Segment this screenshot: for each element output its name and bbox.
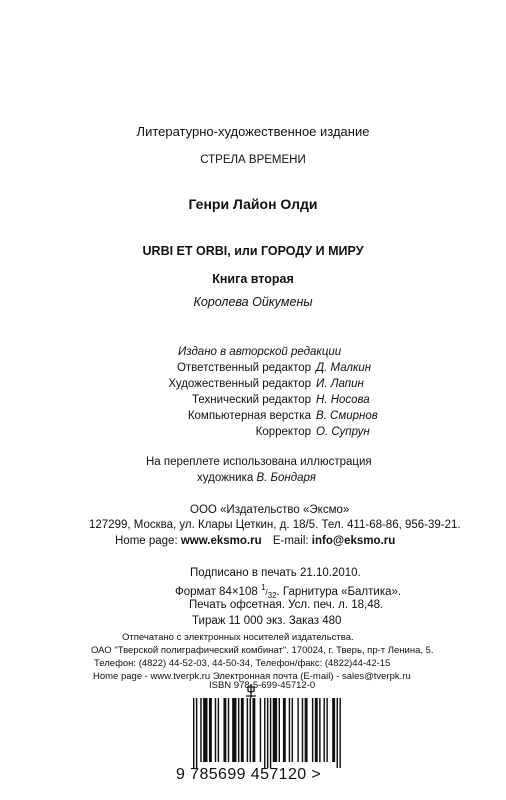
illustration-line1: На переплете использована иллюстрация bbox=[146, 456, 372, 468]
printer-line1: Отпечатано с электронных носителей издательства. bbox=[122, 632, 354, 643]
author-name: Генри Лайон Олди bbox=[188, 196, 318, 212]
barcode-bar bbox=[324, 698, 325, 762]
edition-type: Литературно-художественное издание bbox=[136, 124, 370, 139]
barcode-bar bbox=[215, 698, 216, 762]
book-subtitle: Королева Ойкумены bbox=[193, 295, 313, 309]
barcode-bar bbox=[223, 698, 226, 762]
barcode-bar bbox=[279, 698, 280, 762]
barcode-bar bbox=[289, 698, 290, 762]
barcode-bar bbox=[193, 698, 194, 768]
barcode-bar bbox=[238, 698, 239, 762]
barcode-bar bbox=[209, 698, 212, 762]
printer-line3: Телефон: (4822) 44-52-03, 44-50-34, Телефон/факс: (4822)44-42-15 bbox=[94, 658, 391, 669]
book-title: URBI ET ORBI, или ГОРОДУ И МИРУ bbox=[142, 244, 364, 258]
book-number: Книга вторая bbox=[212, 272, 294, 286]
barcode-bar bbox=[264, 698, 265, 768]
publisher-address: 127299, Москва, ул. Клары Цеткин, д. 18/5. Тел. 411-68-86, 956-39-21. bbox=[89, 519, 461, 531]
publisher-contacts: Home page: www.eksmo.ru E-mail: info@eksmo.ru bbox=[115, 535, 396, 547]
barcode-bar bbox=[228, 698, 229, 762]
barcode-bar bbox=[252, 698, 255, 762]
publisher-name: ООО «Издательство «Эксмо» bbox=[190, 504, 350, 516]
barcode-bar bbox=[337, 698, 338, 768]
barcode-bar bbox=[247, 698, 248, 762]
barcode-bar bbox=[267, 698, 268, 768]
print-signed: Подписано в печать 21.10.2010. bbox=[190, 567, 361, 579]
credit-row: Корректор О. Супрун bbox=[255, 426, 370, 438]
barcode-bar bbox=[319, 698, 320, 762]
isbn-label: ISBN 978-5-699-45712-0 bbox=[209, 680, 316, 691]
illustration-line2: художника В. Бондаря bbox=[197, 472, 316, 484]
barcode-bar bbox=[297, 698, 298, 762]
barcode-bar bbox=[326, 698, 327, 762]
barcode-bar bbox=[200, 698, 201, 762]
barcode-bar bbox=[260, 698, 261, 762]
barcode-bar bbox=[250, 698, 251, 762]
barcode-bar bbox=[339, 698, 340, 768]
barcode-bar bbox=[292, 698, 293, 762]
series-name: СТРЕЛА ВРЕМЕНИ bbox=[200, 154, 306, 166]
barcode-bar bbox=[273, 698, 277, 762]
barcode-bar bbox=[332, 698, 335, 762]
barcode-bar bbox=[196, 698, 197, 768]
print-format: Формат 84×108 $^1/_{32}$. Гарнитура «Балтика». bbox=[175, 583, 402, 601]
barcode-bar bbox=[241, 698, 244, 762]
editorial-note: Издано в авторской редакции bbox=[178, 346, 342, 358]
credit-row: Компьютерная верстка В. Смирнов bbox=[187, 410, 378, 422]
barcode-bar bbox=[302, 698, 303, 762]
barcode-bar bbox=[232, 698, 236, 762]
print-run: Тираж 11 000 экз. Заказ 480 bbox=[192, 615, 342, 627]
barcode-bar bbox=[218, 698, 219, 762]
barcode-digits: 9 785699 457120 > bbox=[176, 766, 322, 783]
credit-row: Ответственный редактор Д. Малкин bbox=[176, 362, 372, 374]
barcode-bar bbox=[305, 698, 308, 762]
publisher-email-link[interactable]: info@eksmo.ru bbox=[311, 535, 396, 547]
printer-line2: ОАО "Тверской полиграфический комбинат". 170024, г. Тверь, пр-т Ленина, 5. bbox=[91, 645, 434, 656]
barcode-bar bbox=[315, 698, 318, 762]
credit-row: Художественный редактор И. Лапин bbox=[168, 378, 364, 390]
barcode-bar bbox=[312, 698, 313, 762]
credit-row: Технический редактор Н. Носова bbox=[192, 394, 370, 406]
printer-line4: Home page - www.tverpk.ru Электронная почта (E-mail) - sales@tverpk.ru bbox=[93, 671, 411, 682]
print-method: Печать офсетная. Усл. печ. л. 18,48. bbox=[189, 599, 384, 611]
barcode-bar bbox=[270, 698, 271, 768]
barcode-bar bbox=[283, 698, 286, 762]
barcode-bar bbox=[203, 698, 207, 762]
publisher-website-link[interactable]: www.eksmo.ru bbox=[180, 535, 262, 547]
